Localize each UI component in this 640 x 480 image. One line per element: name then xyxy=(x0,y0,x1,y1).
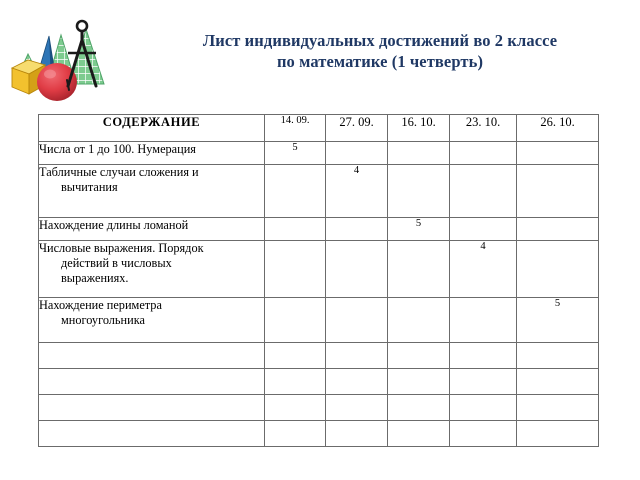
empty-row-4-c1[interactable] xyxy=(265,421,326,447)
grade-cell-r3-c2[interactable] xyxy=(326,218,388,241)
empty-row-2-c1[interactable] xyxy=(265,369,326,395)
column-header-date-2: 27. 09. xyxy=(326,115,388,142)
table-row-empty xyxy=(39,421,599,447)
empty-row-4-c3[interactable] xyxy=(388,421,450,447)
empty-row-4-c2[interactable] xyxy=(326,421,388,447)
grade-cell-r1-c2[interactable] xyxy=(326,142,388,165)
row-label-4-line-2: действий в числовых xyxy=(61,256,172,270)
column-header-date-5: 26. 10. xyxy=(517,115,599,142)
row-label-3-line-1: Нахождение длины ломаной xyxy=(39,218,189,232)
row-label-1-line-1: Числа от 1 до 100. Нумерация xyxy=(39,142,196,156)
row-label-5 xyxy=(39,298,265,343)
table-row-empty xyxy=(39,343,599,369)
header-band xyxy=(0,0,640,105)
grade-cell-r5-c1[interactable] xyxy=(265,298,326,343)
grade-cell-r4-c2[interactable] xyxy=(326,241,388,298)
empty-row-3-c1[interactable] xyxy=(265,395,326,421)
red-sphere-icon xyxy=(37,63,77,101)
empty-row-1-c3[interactable] xyxy=(388,343,450,369)
table-row-empty xyxy=(39,369,599,395)
row-label-2-line-2: вычитания xyxy=(61,180,118,194)
table-header-row xyxy=(39,115,599,142)
empty-row-1-c4[interactable] xyxy=(450,343,517,369)
grade-cell-r3-c5[interactable] xyxy=(517,218,599,241)
column-header-date-1: 14. 09. xyxy=(265,115,326,142)
page-title-line-2: по математике (1 четверть) xyxy=(276,52,484,72)
row-label-4-line-1: Числовые выражения. Порядок xyxy=(39,241,204,255)
row-label-2-line-1: Табличные случаи сложения и xyxy=(39,165,199,179)
achievements-table xyxy=(38,114,599,447)
grade-cell-r3-c3[interactable]: 5 xyxy=(388,218,450,241)
grade-cell-r1-c4[interactable] xyxy=(450,142,517,165)
table-row xyxy=(39,241,599,298)
empty-row-1-c2[interactable] xyxy=(326,343,388,369)
grade-cell-r2-c3[interactable] xyxy=(388,165,450,218)
table-row-empty xyxy=(39,395,599,421)
grade-cell-r2-c5[interactable] xyxy=(517,165,599,218)
empty-row-3-label[interactable] xyxy=(39,395,265,421)
table-row xyxy=(39,165,599,218)
grade-cell-r1-c3[interactable] xyxy=(388,142,450,165)
math-shapes-illustration-icon xyxy=(8,10,118,105)
empty-row-4-c4[interactable] xyxy=(450,421,517,447)
grade-cell-r3-c1[interactable] xyxy=(265,218,326,241)
row-label-4 xyxy=(39,241,265,298)
row-label-1 xyxy=(39,142,265,165)
empty-row-2-c3[interactable] xyxy=(388,369,450,395)
column-header-date-4: 23. 10. xyxy=(450,115,517,142)
empty-row-3-c4[interactable] xyxy=(450,395,517,421)
row-label-5-line-1: Нахождение периметра xyxy=(39,298,162,312)
row-label-5-line-2: многоугольника xyxy=(61,313,145,327)
empty-row-2-label[interactable] xyxy=(39,369,265,395)
grade-cell-r2-c2[interactable]: 4 xyxy=(326,165,388,218)
grade-cell-r5-c2[interactable] xyxy=(326,298,388,343)
empty-row-3-c5[interactable] xyxy=(517,395,599,421)
column-header-content: СОДЕРЖАНИЕ xyxy=(39,115,265,142)
grade-cell-r5-c5[interactable]: 5 xyxy=(517,298,599,343)
grade-cell-r4-c1[interactable] xyxy=(265,241,326,298)
grade-cell-r3-c4[interactable] xyxy=(450,218,517,241)
empty-row-4-c5[interactable] xyxy=(517,421,599,447)
grade-cell-r5-c4[interactable] xyxy=(450,298,517,343)
grade-cell-r4-c3[interactable] xyxy=(388,241,450,298)
empty-row-1-c5[interactable] xyxy=(517,343,599,369)
row-label-2 xyxy=(39,165,265,218)
row-label-3 xyxy=(39,218,265,241)
page-title-line-1: Лист индивидуальных достижений во 2 классе xyxy=(202,31,558,50)
empty-row-3-c3[interactable] xyxy=(388,395,450,421)
grade-cell-r4-c4[interactable]: 4 xyxy=(450,241,517,298)
grade-cell-r2-c1[interactable] xyxy=(265,165,326,218)
row-label-4-line-3: выражениях. xyxy=(61,271,129,285)
grade-cell-r5-c3[interactable] xyxy=(388,298,450,343)
empty-row-1-label[interactable] xyxy=(39,343,265,369)
table-row xyxy=(39,218,599,241)
grade-cell-r2-c4[interactable] xyxy=(450,165,517,218)
empty-row-3-c2[interactable] xyxy=(326,395,388,421)
empty-row-1-c1[interactable] xyxy=(265,343,326,369)
table-row xyxy=(39,142,599,165)
page-title xyxy=(130,30,630,73)
empty-row-2-c5[interactable] xyxy=(517,369,599,395)
empty-row-4-label[interactable] xyxy=(39,421,265,447)
grade-cell-r1-c1[interactable]: 5 xyxy=(265,142,326,165)
grade-cell-r1-c5[interactable] xyxy=(517,142,599,165)
table-row xyxy=(39,298,599,343)
grade-cell-r4-c5[interactable] xyxy=(517,241,599,298)
column-header-date-3: 16. 10. xyxy=(388,115,450,142)
empty-row-2-c4[interactable] xyxy=(450,369,517,395)
empty-row-2-c2[interactable] xyxy=(326,369,388,395)
